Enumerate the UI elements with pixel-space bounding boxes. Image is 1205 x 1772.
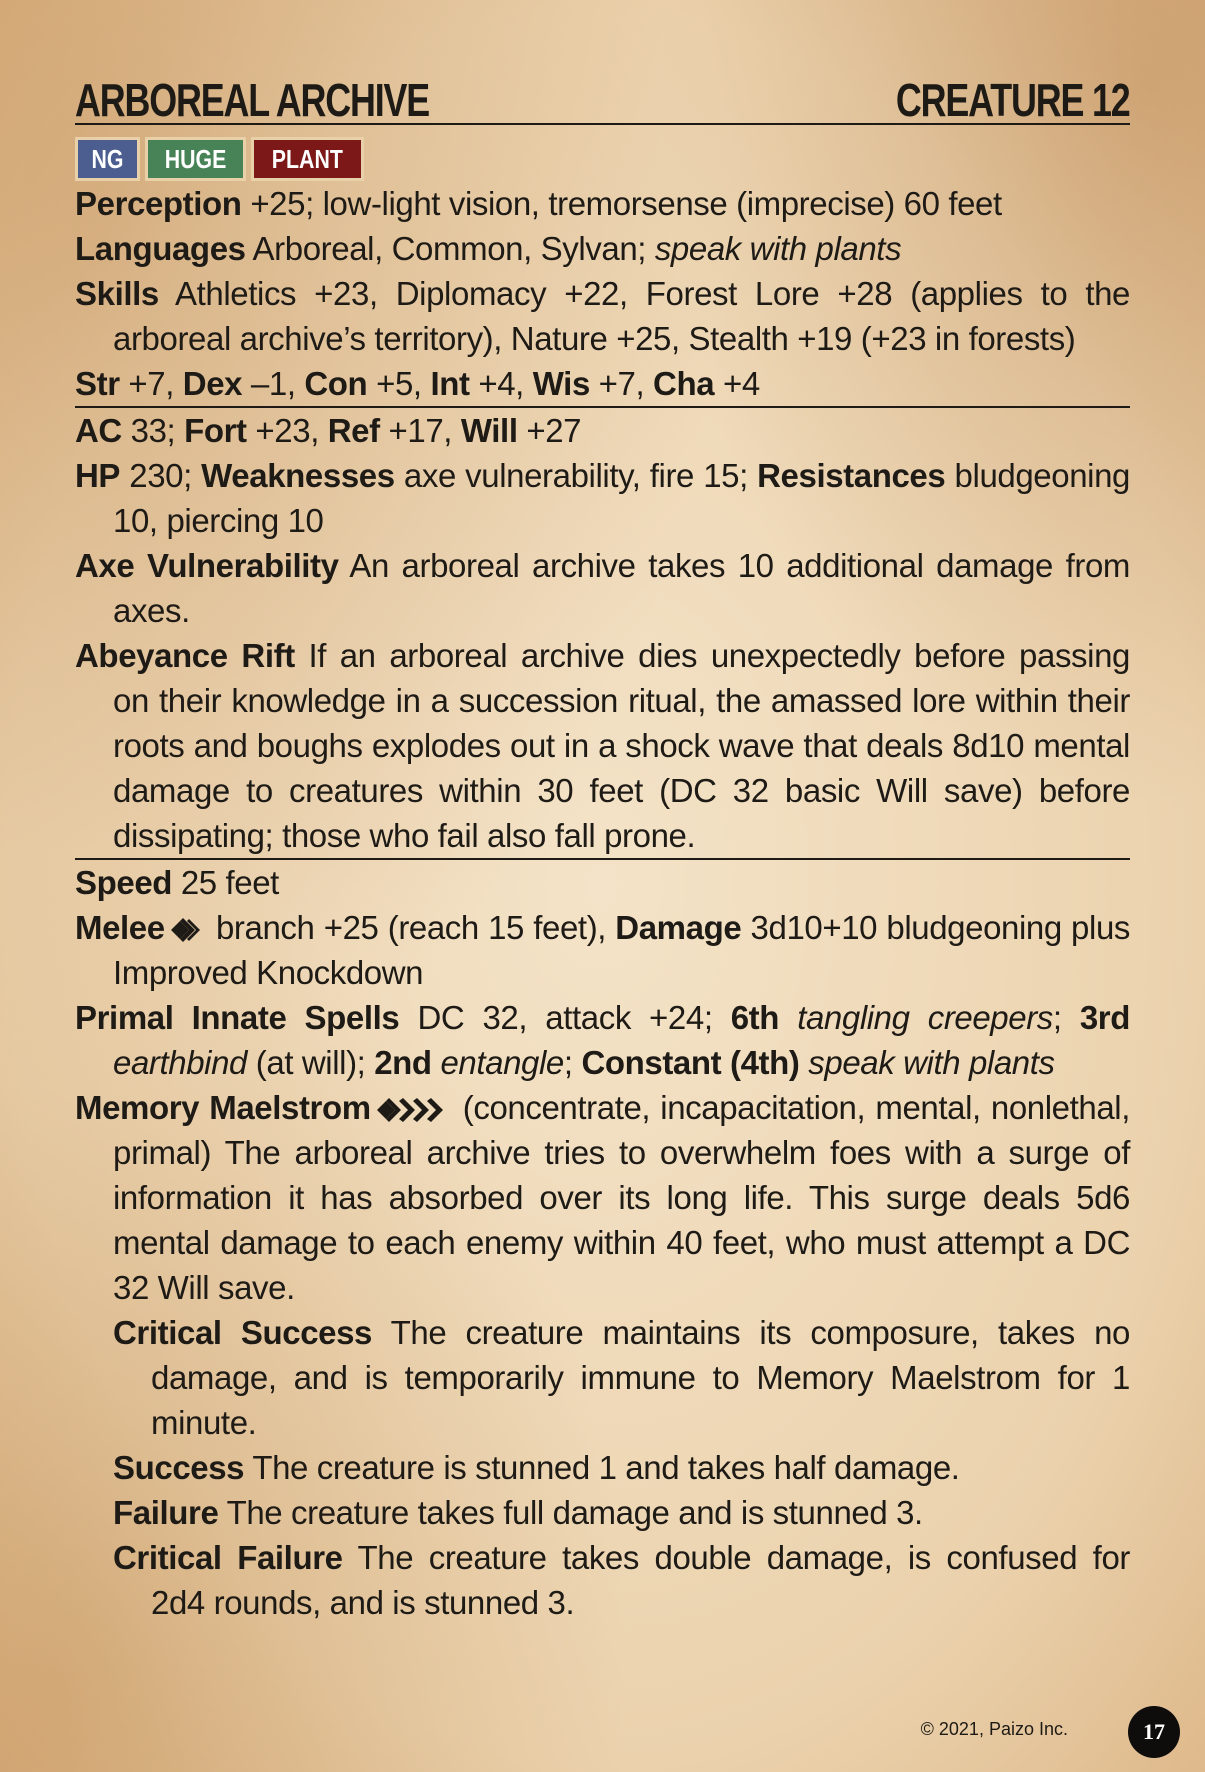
creature-level: CREATURE 12	[896, 74, 1130, 126]
stat-block	[75, 68, 1130, 1625]
axe-vulnerability-line: Axe Vulnerability An arboreal archive takes 10 additional damage from axes.	[75, 547, 1130, 629]
innate-spells-line: Primal Innate Spells DC 32, attack +24; 6th tangling creepers; 3rd earthbind (at will); 2nd entangle; Constant (4th) speak with plants	[75, 999, 1130, 1081]
speed-line: Speed 25 feet	[75, 864, 279, 901]
single-action-icon	[169, 915, 203, 945]
perception-line: Perception +25; low-light vision, tremorsense (imprecise) 60 feet	[75, 185, 1002, 222]
trait-badge-type: PLANT	[251, 137, 364, 181]
three-actions-icon	[375, 1095, 449, 1125]
success-line: Success The creature is stunned 1 and takes half damage.	[113, 1449, 960, 1486]
page-number-badge: 17	[1128, 1706, 1180, 1758]
melee-line: Melee branch +25 (reach 15 feet), Damage 3d10+10 bludgeoning plus Improved Knockdown	[75, 909, 1130, 991]
copyright-notice: © 2021, Paizo Inc.	[920, 1719, 1068, 1739]
memory-maelstrom-line: Memory Maelstrom (concentrate, incapacitation, mental, nonlethal, primal) The arboreal archive tries to overwhelm foes with a surge of information it has absorbed over its long life. This surge deals 5d6 mental damage to each enemy within 40 feet, who must attempt a DC 32 Will save.	[75, 1089, 1130, 1306]
trait-list	[75, 137, 1130, 181]
defense-line: AC 33; Fort +23, Ref +17, Will +27	[75, 412, 582, 449]
creature-name: ARBOREAL ARCHIVE	[75, 74, 430, 126]
hp-line: HP 230; Weaknesses axe vulnerability, fire 15; Resistances bludgeoning 10, piercing 10	[75, 457, 1130, 539]
skills-line: Skills Athletics +23, Diplomacy +22, Forest Lore +28 (applies to the arboreal archive’s territory), Nature +25, Stealth +19 (+23 in forests)	[75, 275, 1130, 357]
critical-failure-line: Critical Failure The creature takes double damage, is confused for 2d4 rounds, and is stunned 3.	[113, 1539, 1130, 1621]
ability-scores-line: Str +7, Dex –1, Con +5, Int +4, Wis +7, Cha +4	[75, 361, 1130, 408]
languages-line: Languages Arboreal, Common, Sylvan; speak with plants	[75, 230, 902, 267]
failure-line: Failure The creature takes full damage and is stunned 3.	[113, 1494, 923, 1531]
trait-badge-size: HUGE	[145, 137, 246, 181]
title-row	[75, 68, 1130, 125]
critical-success-line: Critical Success The creature maintains its composure, takes no damage, and is temporarily immune to Memory Maelstrom for 1 minute.	[113, 1314, 1130, 1441]
abeyance-rift-line: Abeyance Rift If an arboreal archive dies unexpectedly before passing on their knowledge in a succession ritual, the amassed lore within their roots and boughs explodes out in a shock wave that deals 8d10 mental damage to creatures within 30 feet (DC 32 basic Will save) before dissipating; those who fail also fall prone.	[75, 633, 1130, 860]
trait-badge-alignment: NG	[75, 137, 140, 181]
